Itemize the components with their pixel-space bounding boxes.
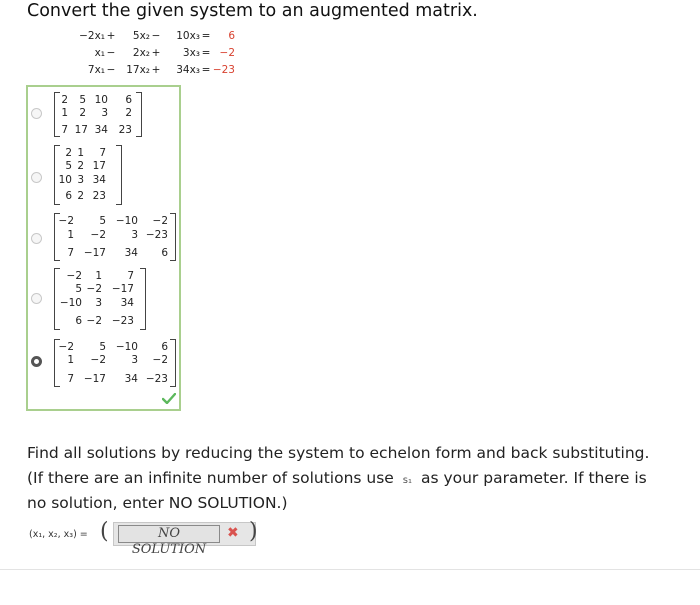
matrix-cell: 2 — [77, 190, 84, 202]
eq-operator: − — [151, 30, 161, 42]
matrix-cell: 1 — [67, 354, 74, 366]
matrix-cell: 7 — [99, 147, 106, 159]
matrix-cell: 34 — [92, 174, 106, 186]
eq-operator: + — [106, 30, 116, 42]
matrix-cell: 6 — [75, 315, 82, 327]
eq-equals: = — [201, 47, 211, 59]
open-paren: ( — [100, 519, 109, 544]
matrix-cell: 34 — [94, 124, 108, 136]
matrix-cell: −23 — [145, 229, 168, 241]
right-bracket — [136, 92, 142, 137]
matrix-cell: −23 — [145, 373, 168, 385]
matrix-cell: 1 — [77, 147, 84, 159]
choice-4-matrix[interactable] — [54, 268, 146, 330]
answer-label: (x₁, x₂, x₃) = — [29, 529, 88, 540]
choice-1-radio[interactable] — [31, 108, 42, 119]
choice-4-radio[interactable] — [31, 293, 42, 304]
matrix-cell: −2 — [152, 215, 168, 227]
choice-3-radio[interactable] — [31, 233, 42, 244]
matrix-cell: −2 — [58, 341, 74, 353]
answer-row — [27, 519, 287, 557]
choice-2-radio[interactable] — [31, 172, 42, 183]
matrix-cell: −10 — [59, 297, 82, 309]
matrix-cell: 10 — [58, 174, 72, 186]
right-bracket — [170, 213, 176, 261]
matrix-cell: 7 — [127, 270, 134, 282]
matrix-cell: 3 — [131, 229, 138, 241]
right-bracket — [170, 339, 176, 387]
instruction-line-3: no solution, enter NO SOLUTION.) — [27, 494, 288, 512]
eq-operator: + — [151, 47, 161, 59]
eq-rhs: −23 — [212, 64, 235, 76]
choice-3-matrix[interactable] — [54, 213, 176, 261]
matrix-cell: 3 — [101, 107, 108, 119]
eq-rhs: −2 — [219, 47, 235, 59]
instruction-line-2 — [27, 469, 647, 487]
matrix-cell: 3 — [131, 354, 138, 366]
matrix-cell: 1 — [95, 270, 102, 282]
matrix-cell: −10 — [115, 215, 138, 227]
matrix-cell: 10 — [94, 94, 108, 106]
matrix-cell: −17 — [83, 247, 106, 259]
answer-input[interactable]: NO SOLUTION — [118, 525, 220, 543]
eq-operator: − — [106, 64, 116, 76]
matrix-cell: 3 — [95, 297, 102, 309]
divider — [0, 569, 700, 570]
matrix-cell: −2 — [66, 270, 82, 282]
matrix-cell: 6 — [65, 190, 72, 202]
matrix-cell: 2 — [65, 147, 72, 159]
eq-operator: − — [106, 47, 116, 59]
right-bracket — [140, 268, 146, 330]
eq-rhs: 6 — [228, 30, 235, 42]
matrix-cell: 23 — [92, 190, 106, 202]
eq-term-2: 17x₂ — [126, 64, 150, 76]
eq-term-1: 7x₁ — [87, 64, 105, 76]
matrix-cell: 5 — [99, 215, 106, 227]
matrix-cell: −17 — [111, 283, 134, 295]
matrix-cell: 2 — [77, 160, 84, 172]
instruction-line-1: Find all solutions by reducing the system to echelon form and back substituting. — [27, 444, 650, 462]
matrix-cell: 1 — [67, 229, 74, 241]
close-paren: ) — [249, 519, 258, 544]
matrix-cell: 34 — [120, 297, 134, 309]
eq-term-3: 34x₃ — [176, 64, 200, 76]
eq-equals: = — [201, 30, 211, 42]
matrix-cell: 6 — [161, 341, 168, 353]
eq-term-2: 5x₂ — [132, 30, 150, 42]
matrix-cell: −23 — [111, 315, 134, 327]
eq-term-1: −2x₁ — [79, 30, 105, 42]
matrix-cell: 2 — [125, 107, 132, 119]
matrix-cell: 23 — [118, 124, 132, 136]
matrix-cell: 3 — [77, 174, 84, 186]
choice-5-matrix[interactable] — [54, 339, 176, 387]
matrix-cell: 7 — [67, 247, 74, 259]
matrix-cell: 6 — [125, 94, 132, 106]
matrix-cell: 7 — [61, 124, 68, 136]
eq-term-2: 2x₂ — [132, 47, 150, 59]
choice-1-matrix[interactable] — [54, 92, 142, 137]
matrix-cell: −2 — [86, 283, 102, 295]
matrix-cell: −17 — [83, 373, 106, 385]
matrix-cell: −2 — [90, 229, 106, 241]
instruction-text: (If there are an infinite number of solutions use — [27, 469, 394, 487]
matrix-cell: 34 — [124, 373, 138, 385]
matrix-cell: 1 — [61, 107, 68, 119]
matrix-cell: 2 — [79, 107, 86, 119]
matrix-cell: 5 — [99, 341, 106, 353]
choice-2-matrix[interactable] — [54, 145, 122, 205]
choice-5-radio[interactable] — [31, 356, 42, 367]
matrix-cell: 34 — [124, 247, 138, 259]
matrix-cell: 5 — [79, 94, 86, 106]
matrix-cell: 7 — [67, 373, 74, 385]
matrix-cell: 17 — [74, 124, 88, 136]
eq-term-3: 3x₃ — [182, 47, 200, 59]
matrix-cell: −2 — [152, 354, 168, 366]
matrix-cell: 6 — [161, 247, 168, 259]
parameter-symbol: s₁ — [402, 475, 413, 486]
matrix-cell: 2 — [61, 94, 68, 106]
question-prompt: Convert the given system to an augmented matrix. — [27, 1, 478, 21]
matrix-cell: 5 — [65, 160, 72, 172]
eq-operator: + — [151, 64, 161, 76]
eq-equals: = — [201, 64, 211, 76]
matrix-cell: −2 — [90, 354, 106, 366]
matrix-cell: −10 — [115, 341, 138, 353]
answer-box — [113, 522, 256, 557]
correct-check-icon — [162, 393, 176, 404]
matrix-cell: −2 — [58, 215, 74, 227]
matrix-cell: −2 — [86, 315, 102, 327]
eq-term-1: x₁ — [94, 47, 105, 59]
matrix-cell: 5 — [75, 283, 82, 295]
incorrect-x-icon: ✖ — [227, 525, 239, 541]
instruction-text: as your parameter. If there is — [420, 469, 647, 487]
eq-term-3: 10x₃ — [176, 30, 200, 42]
right-bracket — [116, 145, 122, 205]
matrix-cell: 17 — [92, 160, 106, 172]
